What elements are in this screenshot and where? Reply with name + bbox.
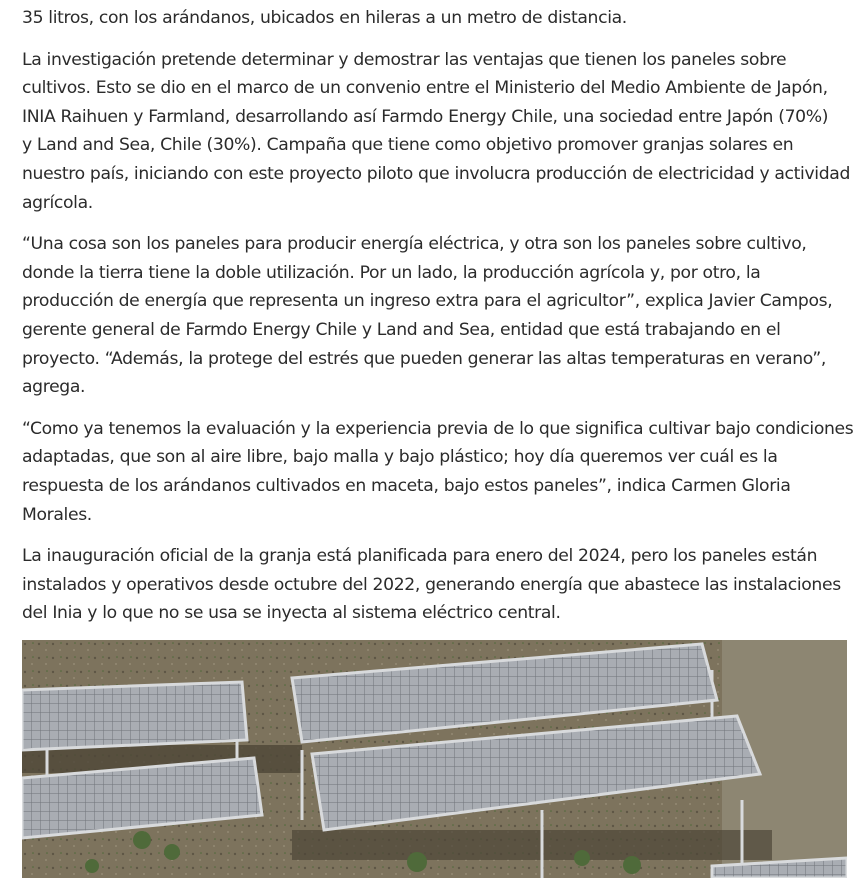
text-line: y Land and Sea, Chile (30%). Campaña que tiene como objetivo promover granjas solares en [22,135,794,156]
paragraph-5 [22,542,852,628]
solar-panel-array [22,682,247,750]
article-body [22,0,852,641]
text-line: “Una cosa son los paneles para producir energía eléctrica, y otra son los paneles sobre cultivo, [22,234,807,255]
paragraph-2 [22,46,852,218]
text-line: del Inia y lo que no se usa se inyecta al sistema eléctrico central. [22,603,561,624]
text-line: 35 litros, con los arándanos, ubicados en hileras a un metro de distancia. [22,8,627,28]
paragraph-3 [22,230,852,402]
text-line: agrícola. [22,192,93,213]
text-line: donde la tierra tiene la doble utilización. Por un lado, la producción agrícola y, por otro, la [22,262,761,283]
solar-farm-photo [22,640,847,878]
text-line: La investigación pretende determinar y demostrar las ventajas que tienen los paneles sobre [22,49,787,70]
text-line: nuestro país, iniciando con este proyecto piloto que involucra producción de electricidad y actividad [22,163,851,184]
text-line: producción de energía que representa un ingreso extra para el agricultor”, explica Javier Campos, [22,291,833,312]
text-line: instalados y operativos desde octubre del 2022, generando energía que abastece las instalaciones [22,574,841,595]
text-line: “Como ya tenemos la evaluación y la experiencia previa de lo que significa cultivar bajo condiciones [22,418,854,439]
text-line: adaptadas, que son al aire libre, bajo malla y bajo plástico; hoy día queremos ver cuál es la [22,447,778,468]
solar-panels-illustration [22,640,847,878]
paragraph-1 [22,4,852,33]
text-line: respuesta de los arándanos cultivados en maceta, bajo estos paneles”, indica Carmen Gloria [22,475,791,496]
text-line: cultivos. Esto se dio en el marco de un convenio entre el Ministerio del Medio Ambiente de Japón, [22,78,828,99]
text-line: INIA Raihuen y Farmland, desarrollando así Farmdo Energy Chile, una sociedad entre Japón (70%) [22,106,829,127]
panel-shadow [292,830,772,860]
text-line: gerente general de Farmdo Energy Chile y Land and Sea, entidad que está trabajando en el [22,319,781,340]
text-line: proyecto. “Además, la protege del estrés que pueden generar las altas temperaturas en verano”, [22,348,826,369]
text-line: agrega. [22,377,86,398]
text-line: La inauguración oficial de la granja está planificada para enero del 2024, pero los paneles están [22,546,818,567]
paragraph-4 [22,415,852,529]
text-line: Morales. [22,504,92,525]
